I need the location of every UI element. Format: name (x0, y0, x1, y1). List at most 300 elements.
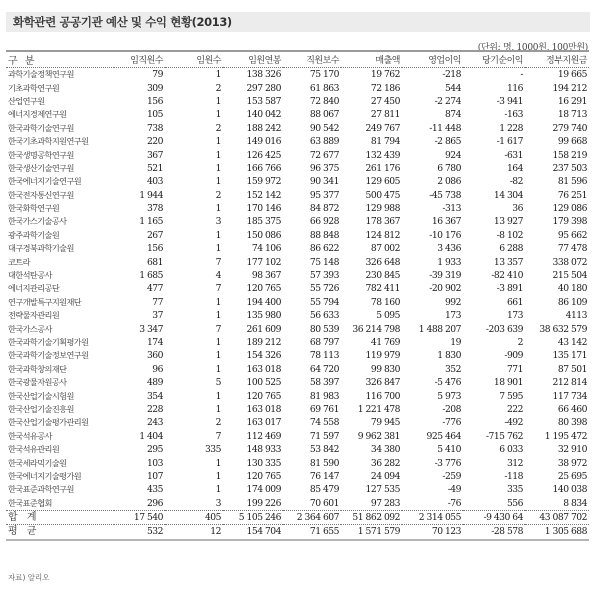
row-label: 한국가스기술공사 (8, 216, 67, 227)
table-row (6, 403, 589, 416)
row-label: 산업연구원 (8, 95, 45, 106)
cell-operating-profit: 3 436 (437, 243, 461, 255)
cell-net-income: 771 (506, 363, 523, 375)
cell-employees: 435 (146, 484, 163, 496)
cell-government-subsidy: 66 460 (557, 403, 587, 415)
source-note: 자료) 알리오 (8, 573, 50, 582)
cell-net-income: 2 (517, 337, 523, 348)
cell-executive-salary: 152 142 (246, 189, 281, 201)
table-row (6, 95, 589, 108)
cell-revenue: 326 847 (365, 377, 400, 389)
cell-operating-profit: -76 (447, 497, 461, 509)
cell-revenue: 27 811 (370, 109, 400, 121)
row-label: 에너지경제연구원 (8, 109, 67, 120)
cell-executives: 1 (215, 109, 221, 121)
unit-note: (단위: 명, 1000원, 100만원) (477, 43, 588, 53)
row-label: 한국세라믹기술원 (8, 457, 67, 468)
cell-operating-profit: 70 123 (402, 525, 463, 540)
cell-employees: 738 (146, 122, 163, 134)
cell-revenue: 129 605 (365, 176, 400, 188)
cell-executive-salary: 74 106 (251, 243, 281, 255)
cell-executive-salary: 140 042 (246, 109, 281, 121)
cell-executives: 1 (215, 470, 221, 482)
cell-executive-salary: 199 226 (246, 497, 281, 509)
cell-employees: 17 540 (114, 510, 165, 524)
cell-revenue: 129 988 (365, 203, 400, 215)
cell-executives: 7 (215, 430, 221, 442)
cell-executive-salary: 98 367 (251, 270, 281, 282)
cell-executives: 1 (215, 176, 221, 188)
cell-government-subsidy: 18 713 (557, 109, 587, 121)
cell-government-subsidy: 1 305 688 (525, 525, 589, 540)
cell-executives: 1 (215, 229, 221, 241)
cell-executive-salary: 120 765 (246, 390, 281, 402)
cell-net-income: -118 (504, 470, 523, 482)
table-row (6, 349, 589, 362)
cell-employees: 228 (146, 403, 163, 415)
cell-staff-pay: 66 928 (309, 216, 339, 228)
cell-operating-profit: 925 464 (426, 430, 461, 442)
cell-executives: 12 (165, 525, 223, 540)
cell-government-subsidy: 16 291 (557, 95, 587, 107)
cell-executives: 4 (215, 270, 221, 282)
cell-government-subsidy: 215 504 (552, 270, 587, 282)
cell-revenue: 99 830 (370, 363, 400, 375)
cell-staff-pay: 56 633 (309, 310, 339, 322)
table-row (6, 430, 589, 443)
column-header-government-subsidy: 정부지원금 (525, 51, 589, 68)
cell-executive-salary: 177 102 (246, 256, 281, 268)
table-row (6, 497, 589, 511)
cell-revenue: 72 186 (370, 82, 400, 94)
cell-government-subsidy: 81 596 (557, 176, 587, 188)
cell-executives: 1 (215, 296, 221, 308)
table-row (6, 483, 589, 496)
cell-staff-pay: 74 558 (309, 417, 339, 429)
cell-government-subsidy: 38 632 579 (539, 323, 587, 335)
cell-staff-pay: 90 341 (309, 176, 339, 188)
row-label: 한국과학기술연구원 (8, 122, 74, 133)
cell-staff-pay: 72 677 (309, 149, 339, 161)
cell-executive-salary: 163 018 (246, 363, 281, 375)
column-header-operating-profit: 영업이익 (402, 51, 463, 68)
table-row (6, 68, 589, 82)
column-header-employees: 임직원수 (114, 51, 165, 68)
cell-government-subsidy: 1 195 472 (544, 430, 587, 442)
cell-net-income: 173 (506, 310, 523, 322)
table-row (6, 135, 589, 148)
table-row (6, 229, 589, 242)
cell-executive-salary: 112 469 (246, 430, 281, 442)
row-label: 한국생명공학연구원 (8, 149, 74, 160)
cell-net-income: 6 288 (499, 243, 523, 255)
cell-staff-pay: 85 479 (309, 484, 339, 496)
cell-government-subsidy: 77 478 (557, 243, 587, 255)
cell-executives: 1 (215, 243, 221, 255)
cell-operating-profit: 924 (444, 149, 461, 161)
row-label: 한국광물자원공사 (8, 377, 67, 388)
row-label: 한국석유관리원 (8, 444, 60, 455)
cell-employees: 156 (146, 243, 163, 255)
cell-executive-salary: 163 017 (246, 417, 281, 429)
cell-government-subsidy: 8 834 (563, 497, 587, 509)
cell-staff-pay: 80 539 (309, 323, 339, 335)
cell-revenue: 79 945 (370, 417, 400, 429)
cell-operating-profit: -776 (442, 417, 461, 429)
cell-staff-pay: 75 148 (309, 256, 339, 268)
cell-government-subsidy: 38 972 (557, 457, 587, 469)
cell-employees: 37 (152, 310, 163, 322)
column-header-revenue: 매출액 (341, 51, 402, 68)
cell-operating-profit: 1 830 (437, 350, 461, 362)
cell-revenue: 230 845 (365, 270, 400, 282)
cell-staff-pay: 81 983 (309, 390, 339, 402)
cell-executives: 1 (215, 337, 221, 348)
cell-operating-profit: -11 448 (429, 122, 461, 134)
cell-revenue: 261 176 (365, 162, 400, 174)
cell-operating-profit: -259 (442, 470, 461, 482)
cell-executives: 3 (215, 216, 221, 228)
cell-employees: 1 685 (139, 270, 163, 282)
cell-revenue: 132 439 (365, 149, 400, 161)
cell-employees: 296 (146, 497, 163, 509)
cell-staff-pay: 71 655 (283, 525, 341, 540)
cell-government-subsidy: 212 814 (552, 377, 587, 389)
cell-net-income: 335 (506, 484, 523, 496)
row-label: 한국표준과학연구원 (8, 484, 74, 495)
cell-operating-profit: -3 776 (434, 457, 461, 469)
cell-executives: 1 (215, 403, 221, 415)
row-label: 한국가스공사 (8, 323, 52, 334)
cell-executive-salary: 5 105 246 (223, 510, 283, 524)
cell-government-subsidy: 179 398 (552, 216, 587, 228)
cell-operating-profit: -2 274 (434, 95, 461, 107)
table-row (6, 416, 589, 429)
cell-net-income: -163 (504, 109, 523, 121)
cell-employees: 79 (152, 69, 163, 81)
cell-government-subsidy: 99 668 (557, 136, 587, 148)
cell-staff-pay: 78 113 (309, 350, 339, 362)
cell-operating-profit: -10 176 (429, 229, 461, 241)
cell-operating-profit: 1 488 207 (418, 323, 461, 335)
cell-employees: 77 (152, 296, 163, 308)
cell-revenue: 178 367 (365, 216, 400, 228)
row-label: 합 계 (6, 510, 114, 524)
title-bar (6, 12, 590, 32)
row-label: 한국표준협회 (8, 497, 52, 508)
cell-staff-pay: 90 542 (309, 122, 339, 134)
cell-revenue: 326 648 (365, 256, 400, 268)
cell-government-subsidy: 338 072 (552, 256, 587, 268)
cell-operating-profit: 2 086 (437, 176, 461, 188)
cell-net-income: -492 (504, 417, 523, 429)
cell-net-income: -909 (504, 350, 523, 362)
cell-net-income: -631 (504, 149, 523, 161)
cell-operating-profit: -39 319 (429, 270, 461, 282)
cell-executive-salary: 153 587 (246, 95, 281, 107)
cell-staff-pay: 95 377 (309, 189, 339, 201)
row-label: 한국산업기술진흥원 (8, 403, 74, 414)
cell-revenue: 1 571 579 (341, 525, 402, 540)
cell-employees: 1 404 (139, 430, 163, 442)
cell-employees: 1 944 (139, 189, 163, 201)
cell-operating-profit: -208 (442, 403, 461, 415)
cell-employees: 220 (146, 136, 163, 148)
cell-employees: 532 (114, 525, 165, 540)
cell-employees: 489 (146, 377, 163, 389)
cell-staff-pay: 70 601 (309, 497, 339, 509)
cell-net-income: -1 617 (496, 136, 523, 148)
cell-executives: 7 (215, 283, 221, 295)
cell-government-subsidy: 80 398 (557, 417, 587, 429)
cell-net-income: 116 (506, 82, 523, 94)
cell-executives: 2 (215, 82, 221, 94)
row-label: 한국석유공사 (8, 430, 52, 441)
table-row (6, 389, 589, 402)
cell-executive-salary: 126 425 (246, 149, 281, 161)
cell-executives: 335 (204, 444, 221, 456)
cell-staff-pay: 64 720 (309, 363, 339, 375)
cell-executive-salary: 297 280 (246, 82, 281, 94)
cell-revenue: 500 475 (365, 189, 400, 201)
table-row (6, 162, 589, 175)
table-row (6, 122, 589, 135)
column-header-executive-salary: 임원연봉 (223, 51, 283, 68)
cell-net-income: -82 (509, 176, 523, 188)
cell-net-income: 222 (506, 403, 523, 415)
cell-employees: 295 (146, 444, 163, 456)
cell-employees: 681 (146, 256, 163, 268)
cell-employees: 378 (146, 203, 163, 215)
table-row (6, 255, 589, 268)
cell-executives: 7 (215, 256, 221, 268)
cell-executive-salary: 130 335 (246, 457, 281, 469)
cell-net-income: 661 (506, 296, 523, 308)
cell-employees: 477 (146, 283, 163, 295)
cell-revenue: 127 535 (365, 484, 400, 496)
cell-employees: 309 (146, 82, 163, 94)
table-row (6, 242, 589, 255)
cell-government-subsidy: 194 212 (552, 82, 587, 94)
cell-government-subsidy: 140 038 (552, 484, 587, 496)
cell-staff-pay: 88 067 (309, 109, 339, 121)
cell-net-income: 14 304 (493, 189, 523, 201)
cell-executives: 2 (215, 122, 221, 134)
cell-operating-profit: -45 738 (429, 189, 461, 201)
cell-operating-profit: 6 780 (437, 162, 461, 174)
cell-staff-pay: 96 375 (309, 162, 339, 174)
table-row (6, 376, 589, 389)
cell-staff-pay: 88 848 (309, 229, 339, 241)
cell-government-subsidy: 86 109 (557, 296, 587, 308)
cell-employees: 156 (146, 95, 163, 107)
cell-employees: 1 165 (139, 216, 163, 228)
cell-net-income: 36 (512, 203, 523, 215)
cell-net-income: 13 927 (493, 216, 523, 228)
cell-executive-salary: 138 326 (246, 69, 281, 81)
cell-staff-pay: 2 364 607 (283, 510, 341, 524)
cell-staff-pay: 68 797 (309, 337, 339, 348)
cell-net-income: -3 891 (496, 283, 523, 295)
cell-staff-pay: 58 397 (309, 377, 339, 389)
row-label: 광주과학기술원 (8, 229, 60, 240)
cell-government-subsidy: 32 910 (557, 444, 587, 456)
cell-revenue: 782 411 (365, 283, 400, 295)
cell-executives: 2 (215, 189, 221, 201)
cell-operating-profit: 352 (444, 363, 461, 375)
cell-executive-salary: 154 704 (223, 525, 283, 540)
cell-revenue: 97 283 (370, 497, 400, 509)
cell-government-subsidy: 19 665 (557, 69, 587, 81)
cell-staff-pay: 71 597 (309, 430, 339, 442)
table-header-row (6, 51, 589, 68)
row-label: 평 균 (6, 525, 114, 540)
cell-executive-salary: 163 018 (246, 403, 281, 415)
cell-executive-salary: 120 765 (246, 283, 281, 295)
cell-employees: 96 (152, 363, 163, 375)
cell-operating-profit: 5 410 (437, 444, 461, 456)
cell-employees: 3 347 (139, 323, 163, 335)
cell-net-income: 6 033 (499, 444, 523, 456)
cell-operating-profit: -2 865 (434, 136, 461, 148)
cell-revenue: 36 214 798 (352, 323, 400, 335)
cell-employees: 367 (146, 149, 163, 161)
cell-government-subsidy: 43 087 702 (525, 510, 589, 524)
table-row (6, 189, 589, 202)
row-label: 한국기초과학지원연구원 (8, 136, 89, 147)
cell-revenue: 1 221 478 (357, 403, 400, 415)
cell-operating-profit: 2 314 055 (402, 510, 463, 524)
cell-revenue: 19 762 (370, 69, 400, 81)
row-label: 한국과학기술정보연구원 (8, 350, 89, 361)
column-header-staff-pay: 직원보수 (283, 51, 341, 68)
cell-executive-salary: 188 242 (246, 122, 281, 134)
cell-operating-profit: -218 (442, 69, 461, 81)
table-row (6, 175, 589, 188)
cell-revenue: 36 282 (370, 457, 400, 469)
cell-operating-profit: -49 (447, 484, 461, 496)
cell-operating-profit: 874 (444, 109, 461, 121)
cell-net-income: -203 639 (485, 323, 523, 335)
cell-executives: 1 (215, 484, 221, 496)
average-row (6, 525, 589, 540)
cell-executives: 2 (215, 417, 221, 429)
cell-executives: 1 (215, 310, 221, 322)
cell-government-subsidy: 117 734 (552, 390, 587, 402)
cell-staff-pay: 72 840 (309, 95, 339, 107)
cell-executive-salary: 135 980 (246, 310, 281, 322)
cell-government-subsidy: 87 501 (557, 363, 587, 375)
cell-staff-pay: 76 147 (309, 470, 339, 482)
cell-employees: 360 (146, 350, 163, 362)
cell-revenue: 124 812 (365, 229, 400, 241)
cell-employees: 174 (146, 337, 163, 348)
column-header-executives: 임원수 (165, 51, 223, 68)
cell-revenue: 27 450 (370, 95, 400, 107)
cell-operating-profit: 1 933 (437, 256, 461, 268)
cell-net-income: 1 228 (499, 122, 523, 134)
cell-net-income: -9 430 64 (463, 510, 525, 524)
cell-revenue: 41 769 (370, 337, 400, 348)
cell-government-subsidy: 25 695 (557, 470, 587, 482)
cell-employees: 107 (146, 470, 163, 482)
cell-executive-salary: 148 933 (246, 444, 281, 456)
cell-executive-salary: 194 400 (246, 296, 281, 308)
cell-government-subsidy: 135 171 (552, 350, 587, 362)
cell-executives: 1 (215, 390, 221, 402)
cell-net-income: 556 (506, 497, 523, 509)
cell-employees: 105 (146, 109, 163, 121)
column-header-category: 구 분 (6, 51, 114, 68)
cell-executives: 5 (215, 377, 221, 389)
row-label: 과학기술정책연구원 (8, 69, 74, 80)
cell-operating-profit: -5 476 (434, 377, 461, 389)
cell-executive-salary: 261 609 (246, 323, 281, 335)
cell-government-subsidy: 76 251 (557, 189, 587, 201)
cell-executive-salary: 170 146 (246, 203, 281, 215)
row-label: 연구개발특구지원재단 (8, 296, 82, 307)
cell-net-income: -82 410 (491, 270, 523, 282)
table-row (6, 456, 589, 469)
row-label: 한국과학창의재단 (8, 363, 67, 374)
row-label: 한국산업기술시험원 (8, 390, 74, 401)
cell-executives: 1 (215, 69, 221, 81)
cell-staff-pay: 75 170 (309, 69, 339, 81)
row-label: 한국산업기술평가관리원 (8, 417, 89, 428)
cell-net-income: 312 (506, 457, 523, 469)
cell-operating-profit: 19 (450, 337, 461, 348)
row-label: 한국과학기술기획평가원 (8, 337, 89, 347)
cell-net-income: -8 102 (496, 229, 523, 241)
cell-employees: 243 (146, 417, 163, 429)
cell-staff-pay: 63 889 (309, 136, 339, 148)
table-row (6, 81, 589, 94)
row-label: 코트라 (8, 256, 30, 267)
cell-revenue: 116 700 (365, 390, 400, 402)
table-row (6, 282, 589, 295)
cell-net-income: -28 578 (463, 525, 525, 540)
table-row (6, 269, 589, 282)
cell-staff-pay: 61 863 (309, 82, 339, 94)
row-label: 한국화학연구원 (8, 203, 60, 214)
cell-government-subsidy: 43 142 (557, 337, 587, 348)
cell-employees: 103 (146, 457, 163, 469)
table-row (6, 322, 589, 335)
cell-executives: 1 (215, 162, 221, 174)
cell-operating-profit: -20 902 (429, 283, 461, 295)
table-row (6, 309, 589, 322)
cell-operating-profit: -313 (442, 203, 461, 215)
cell-revenue: 81 794 (370, 136, 400, 148)
row-label: 전략물자관리원 (8, 310, 60, 321)
cell-executives: 3 (215, 497, 221, 509)
cell-employees: 354 (146, 390, 163, 402)
cell-employees: 403 (146, 176, 163, 188)
cell-revenue: 51 862 092 (341, 510, 402, 524)
cell-staff-pay: 57 393 (309, 270, 339, 282)
cell-executive-salary: 189 212 (246, 337, 281, 348)
cell-executives: 1 (215, 457, 221, 469)
total-row (6, 510, 589, 524)
cell-staff-pay: 55 726 (309, 283, 339, 295)
row-label: 기초과학연구원 (8, 82, 60, 93)
cell-staff-pay: 55 794 (309, 296, 339, 308)
cell-staff-pay: 81 590 (309, 457, 339, 469)
cell-net-income: 13 357 (493, 256, 523, 268)
cell-employees: 521 (146, 162, 163, 174)
cell-operating-profit: 992 (444, 296, 461, 308)
cell-revenue: 5 095 (376, 310, 400, 322)
